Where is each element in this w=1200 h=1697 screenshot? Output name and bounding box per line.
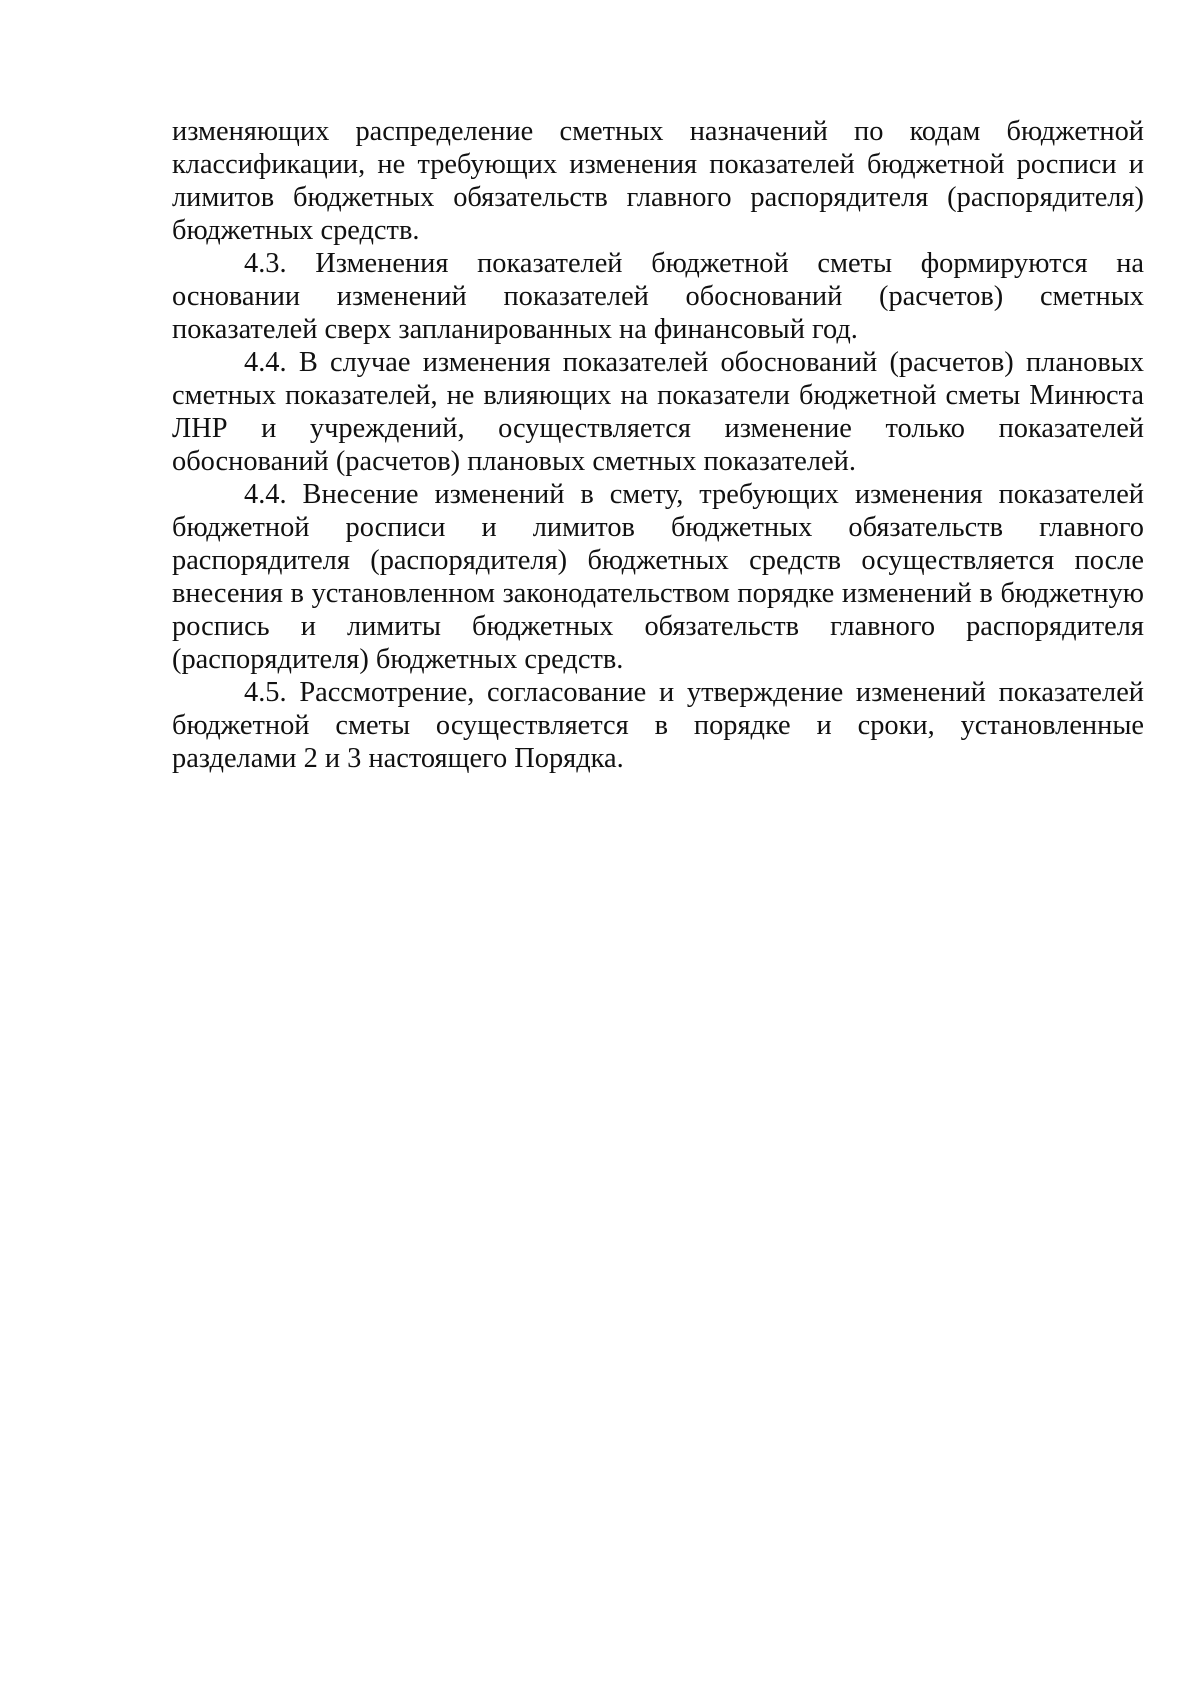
paragraph-4-5: 4.5. Рассмотрение, согласование и утверждение изменений показателей бюджетной сметы осуществляется в порядке и сроки, установленные разделами 2 и 3 настоящего Порядка.: [172, 677, 1144, 774]
paragraph-4-3: 4.3. Изменения показателей бюджетной сметы формируются на основании изменений показателей обоснований (расчетов) сметных показателей сверх запланированных на финансовый год.: [172, 248, 1144, 345]
paragraph-continuation: изменяющих распределение сметных назначений по кодам бюджетной классификации, не требующих изменения показателей бюджетной росписи и лимитов бюджетных обязательств главного распорядителя (распорядителя) бюджетных средств.: [172, 116, 1144, 246]
document-body: [172, 115, 1144, 775]
paragraph-4-4-first: 4.4. В случае изменения показателей обоснований (расчетов) плановых сметных показателей, не влияющих на показатели бюджетной сметы Минюста ЛНР и учреждений, осуществляется изменение только показателей обоснований (расчетов) плановых сметных показателей.: [172, 347, 1144, 477]
paragraph-4-4-second: 4.4. Внесение изменений в смету, требующих изменения показателей бюджетной росписи и лимитов бюджетных обязательств главного распорядителя (распорядителя) бюджетных средств осуществляется после внесения в установленном законодательством порядке изменений в бюджетную роспись и лимиты бюджетных обязательств главного распорядителя (распорядителя) бюджетных средств.: [172, 479, 1144, 675]
